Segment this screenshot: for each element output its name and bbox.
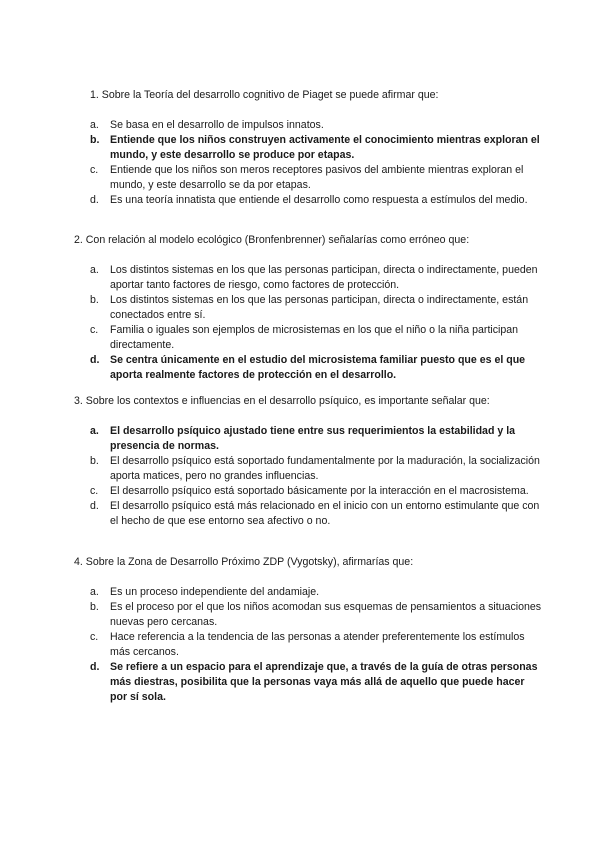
option-b [90, 133, 544, 163]
option-d [90, 499, 544, 529]
option-text: El desarrollo psíquico ajustado tiene entre sus requerimientos la estabilidad y la presencia de normas. [110, 425, 516, 452]
option-letter: c. [90, 485, 99, 497]
option-d [90, 193, 544, 208]
option-letter: c. [90, 631, 99, 643]
question-text: 1. Sobre la Teoría del desarrollo cognitivo de Piaget se puede afirmar que: [90, 89, 439, 101]
option-a [90, 585, 544, 600]
option-letter: a. [90, 586, 99, 598]
option-c [90, 484, 544, 499]
option-letter: d. [90, 661, 100, 673]
option-letter: d. [90, 500, 99, 512]
option-letter: a. [90, 264, 99, 276]
question-text: 4. Sobre la Zona de Desarrollo Próximo ZDP (Vygotsky), afirmarías que: [74, 556, 414, 568]
option-letter: a. [90, 119, 99, 131]
question-3 [74, 394, 544, 529]
option-text: Se refiere a un espacio para el aprendizaje que, a través de la guía de otras personas más diestras, posibilita que la personas vaya más allá de aquello que puede hacer por sí sola. [110, 661, 538, 703]
option-c [90, 163, 544, 193]
option-text: Se basa en el desarrollo de impulsos innatos. [110, 119, 324, 131]
option-letter: a. [90, 425, 99, 437]
option-letter: c. [90, 164, 99, 176]
option-text: El desarrollo psíquico está soportado fundamentalmente por la maduración, la socialización aporta matices, pero no grandes influencias. [110, 455, 540, 482]
option-text: Es un proceso independiente del andamiaje. [110, 586, 320, 598]
options-list [74, 424, 544, 529]
option-text: Familia o iguales son ejemplos de microsistemas en los que el niño o la niña participan directamente. [110, 324, 519, 351]
options-list [74, 263, 544, 383]
option-b [90, 293, 544, 323]
option-text: Los distintos sistemas en los que las personas participan, directa o indirectamente, están conectados entre sí. [110, 294, 529, 321]
option-d [90, 660, 544, 705]
option-c [90, 630, 544, 660]
option-letter: d. [90, 194, 99, 206]
option-a [90, 118, 544, 133]
option-text: Se centra únicamente en el estudio del microsistema familiar puesto que es el que aporta realmente factores de protección en el desarrollo. [110, 354, 526, 381]
option-a [90, 424, 544, 454]
option-d [90, 353, 544, 383]
option-text: El desarrollo psíquico está soportado básicamente por la interacción en el macrosistema. [110, 485, 529, 497]
question-4 [74, 555, 544, 705]
options-list [74, 118, 544, 208]
option-letter: c. [90, 324, 99, 336]
option-text: Entiende que los niños construyen activamente el conocimiento mientras exploran el mundo, y este desarrollo se produce por etapas. [110, 134, 540, 161]
option-b [90, 454, 544, 484]
question-2 [74, 233, 544, 383]
option-letter: b. [90, 455, 99, 467]
question-1 [74, 88, 544, 208]
option-letter: b. [90, 294, 99, 306]
question-text: 2. Con relación al modelo ecológico (Bronfenbrenner) señalarías como erróneo que: [74, 234, 470, 246]
option-letter: b. [90, 601, 99, 613]
option-text: Entiende que los niños son meros receptores pasivos del ambiente mientras exploran el mundo, y este desarrollo se da por etapas. [110, 164, 524, 191]
option-c [90, 323, 544, 353]
option-letter: b. [90, 134, 100, 146]
option-text: Es el proceso por el que los niños acomodan sus esquemas de pensamientos a situaciones nuevas pero cercanas. [110, 601, 542, 628]
option-text: Los distintos sistemas en los que las personas participan, directa o indirectamente, pueden aportar tanto factores de riesgo, como factores de protección. [110, 264, 538, 291]
option-a [90, 263, 544, 293]
options-list [74, 585, 544, 705]
option-letter: d. [90, 354, 100, 366]
option-b [90, 600, 544, 630]
option-text: Hace referencia a la tendencia de las personas a atender preferentemente los estímulos más cercanos. [110, 631, 525, 658]
option-text: Es una teoría innatista que entiende el desarrollo como respuesta a estímulos del medio. [110, 194, 528, 206]
option-text: El desarrollo psíquico está más relacionado en el inicio con un entorno estimulante que con el hecho de que ese entorno sea afectivo o no. [110, 500, 540, 527]
question-text: 3. Sobre los contextos e influencias en el desarrollo psíquico, es importante señalar que: [74, 395, 490, 407]
